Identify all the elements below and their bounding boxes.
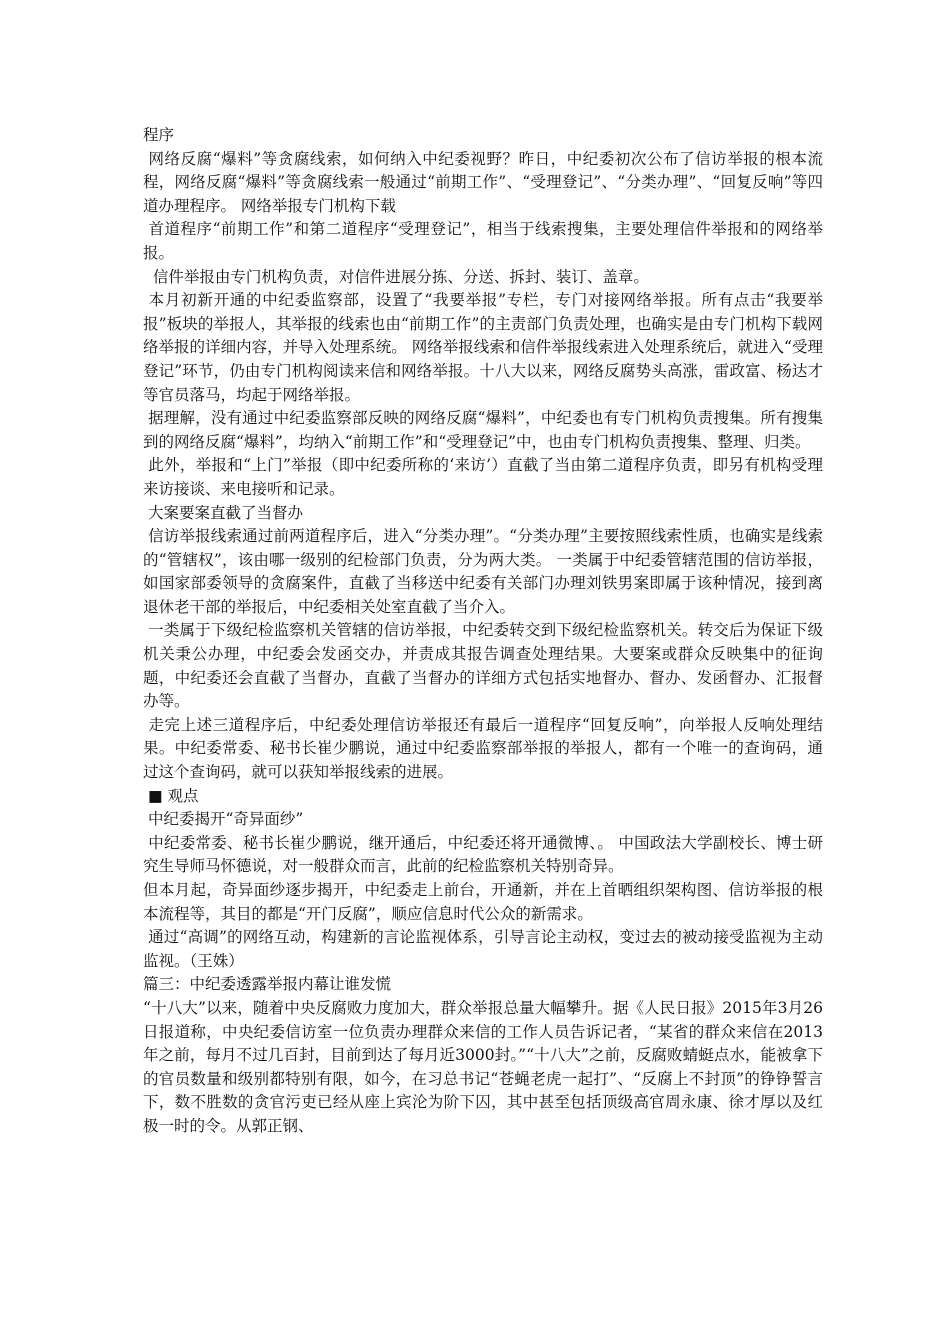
section-heading: 程序	[143, 126, 175, 144]
body-paragraph: 中纪委常委、秘书长崔少鹏说，继开通后，中纪委还将开通微博、。 中国政法大学副校长、博士研究生导师马怀德说，对一般群众而言，此前的纪检监察机关特别奇异。	[143, 833, 823, 876]
body-paragraph: 首道程序“前期工作”和第二道程序“受理登记”，相当于线索搜集，主要处理信件举报和的网络举报。	[143, 220, 823, 262]
subheading: 中纪委揭开“奇异面纱”	[143, 810, 304, 829]
body-paragraph: 但本月起，奇异面纱逐步揭开，中纪委走上前台，开通新，并在上首晒组织架构图、信访举报的根本流程等，其目的都是“开门反腐”，顺应信息时代公众的新需求。	[143, 881, 823, 923]
subheading: 大案要案直截了当督办	[143, 503, 303, 522]
viewpoint-heading: ■ 观点	[143, 786, 199, 805]
body-paragraph: 网络反腐“爆料”等贪腐线索，如何纳入中纪委视野？昨日，中纪委初次公布了信访举报的根本流程，网络反腐“爆料”等贪腐线索一般通过“前期工作”、“受理登记”、“分类办理”、“回复反响”等四道办理程序。 网络举报专门机构下载	[143, 149, 823, 215]
body-paragraph: 据理解，没有通过中纪委监察部反映的网络反腐“爆料”，中纪委也有专门机构负责搜集。所有搜集到的网络反腐“爆料”，均纳入“前期工作”和“受理登记”中，也由专门机构负责搜集、整理、归类。	[143, 409, 823, 451]
body-paragraph: 本月初新开通的中纪委监察部，设置了“我要举报”专栏，专门对接网络举报。所有点击“我要举报”板块的举报人，其举报的线索也由“前期工作”的主责部门负责处理，也确实是由专门机构下载网络举报的详细内容，并导入处理系统。 网络举报线索和信件举报线索进入处理系统后，就进入“受理登记”环节，仍由专门机构阅读来信和网络举报。十八大以来，网络反腐势头高涨，雷政富、杨达才等官员落马，均起于网络举报。	[143, 291, 823, 404]
body-paragraph: 走完上述三道程序后，中纪委处理信访举报还有最后一道程序“回复反响”，向举报人反响处理结果。中纪委常委、秘书长崔少鹏说，通过中纪委监察部举报的举报人，都有一个唯一的查询码，通过这个查询码，就可以获知举报线索的进展。	[143, 715, 823, 782]
body-paragraph: 一类属于下级纪检监察机关管辖的信访举报，中纪委转交到下级纪检监察机关。转交后为保证下级机关秉公办理，中纪委会发函交办，并责成其报告调查处理结果。大要案或群众反映集中的征询题，中纪委还会直截了当督办，直截了当督办的详细方式包括实地督办、督办、发函督办、汇报督办等。	[143, 621, 823, 711]
document-body	[143, 124, 823, 1139]
article-title: 篇三：中纪委透露举报内幕让谁发慌	[143, 975, 392, 994]
body-paragraph: 信访举报线索通过前两道程序后，进入“分类办理”。“分类办理”主要按照线索性质，也确实是线索的“管辖权”，该由哪一级别的纪检部门负责，分为两大类。 一类属于中纪委管辖范围的信访举报，如国家部委领导的贪腐案件，直截了当移送中纪委有关部门办理刘铁男案即属于该种情况，接到离退休老干部的举报后，中纪委相关处室直截了当介入。	[143, 527, 823, 616]
body-paragraph: 通过“高调”的网络互动，构建新的言论监视体系，引导言论主动权，变过去的被动接受监视为主动监视。（王姝）	[143, 928, 823, 970]
body-paragraph: “十八大”以来，随着中央反腐败力度加大，群众举报总量大幅攀升。据《人民日报》2015年3月26日报道称，中央纪委信访室一位负责办理群众来信的工作人员告诉记者，“某省的群众来信在2013年之前，每月不过几百封，目前到达了每月近3000封。”“十八大”之前，反腐败蜻蜓点水，能被拿下的官员数量和级别都特别有限，如今，在习总书记“苍蝇老虎一起打”、“反腐上不封顶”的铮铮誓言下，数不胜数的贪官污吏已经从座上宾沦为阶下囚，其中甚至包括顶级高官周永康、徐才厚以及红极一时的令。从郭正钢、	[143, 998, 823, 1135]
body-paragraph: 此外，举报和“上门”举报（即中纪委所称的‘来访’）直截了当由第二道程序负责，即另有机构受理来访接谈、来电接听和记录。	[143, 456, 823, 498]
body-paragraph: 信件举报由专门机构负责，对信件进展分拣、分送、拆封、装订、盖章。	[143, 267, 649, 286]
